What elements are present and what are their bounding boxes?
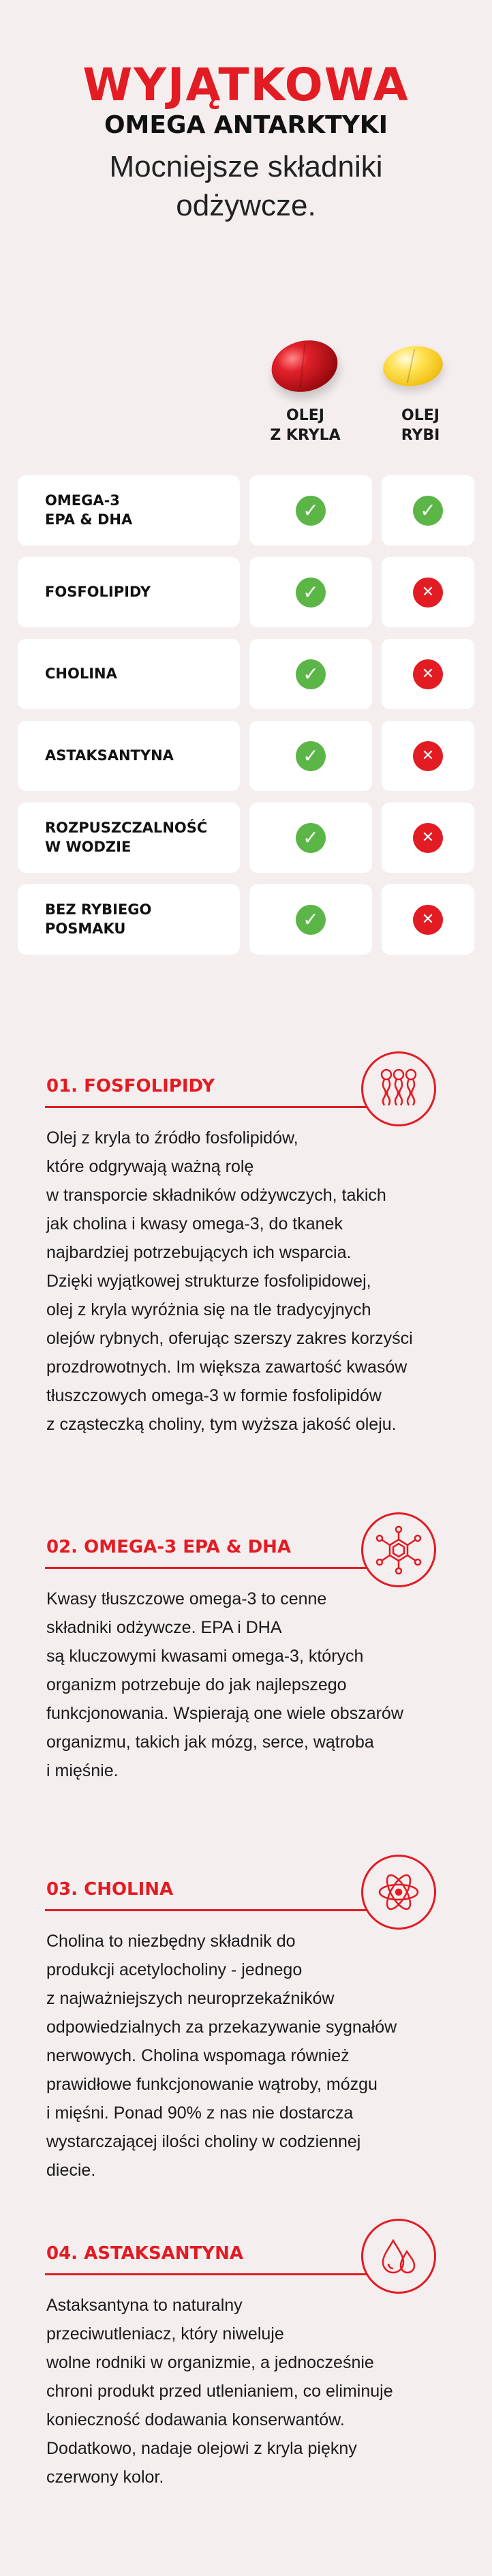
comparison-row-label: FOSFOLIPIDY: [18, 557, 240, 627]
comparison-cell-krill: [249, 803, 372, 873]
comparison-row: [18, 721, 474, 791]
section-body-line: w transporcie składników odżywczych, takich: [46, 1186, 386, 1205]
section-body: [46, 2291, 462, 2491]
comparison-row-label: ASTAKSANTYNA: [18, 721, 240, 791]
cross-icon: ✕: [413, 905, 443, 935]
section-body-line: nerwowych. Cholina wspomaga również: [46, 2046, 350, 2065]
section-body-line: wolne rodniki w organizmie, a jednocześnie: [46, 2353, 374, 2372]
section-title: 02. OMEGA-3 EPA & DHA: [46, 1537, 292, 1557]
comparison-cell-fish: [382, 884, 474, 955]
section-header: [46, 2243, 462, 2284]
section-body-line: prozdrowotnych. Im większa zawartość kwasów: [46, 1358, 408, 1377]
check-icon: ✓: [413, 496, 443, 526]
krill-capsule-image: [266, 333, 343, 399]
section-body-line: najbardziej potrzebujących ich wsparcia.: [46, 1243, 352, 1262]
comparison-cell-fish: [382, 803, 474, 873]
section-body-line: diecie.: [46, 2161, 96, 2180]
comparison-cell-krill: [249, 475, 372, 545]
comparison-cell-krill: [249, 557, 372, 627]
cross-icon: ✕: [413, 823, 443, 853]
section-body-line: odpowiedzialnych za przekazywanie sygnałów: [46, 2018, 397, 2037]
section-body-line: z cząsteczką choliny, tym wyższa jakość oleju.: [46, 1415, 397, 1434]
section-header: [46, 1537, 462, 1578]
section-body-line: jak cholina i kwasy omega-3, do tkanek: [46, 1214, 343, 1233]
header: [0, 59, 492, 225]
comparison-row: [18, 803, 474, 873]
section-body-line: Astaksantyna to naturalny: [46, 2296, 243, 2315]
comparison-cell-fish: [382, 639, 474, 709]
section-body-line: organizm potrzebuje do jak najlepszego: [46, 1675, 347, 1694]
section-body-line: konieczność dodawania konserwantów.: [46, 2410, 345, 2429]
section-body-line: olejów rybnych, oferując szerszy zakres korzyści: [46, 1329, 413, 1348]
section-body-line: Olej z kryla to źródło fosfolipidów,: [46, 1128, 298, 1148]
section-title: 03. CHOLINA: [46, 1879, 174, 1900]
cross-icon: ✕: [413, 659, 443, 689]
comparison-row: [18, 884, 474, 955]
brain-icon: [361, 1855, 436, 1930]
section-body-line: przeciwutleniacz, który niweluje: [46, 2324, 284, 2343]
section-body-line: prawidłowe funkcjonowanie wątroby, mózgu: [46, 2075, 378, 2094]
page-subtitle: OMEGA ANTARKTYKI: [104, 111, 388, 139]
comparison-row: [18, 557, 474, 627]
info-section: [46, 1879, 462, 2185]
section-body-line: które odgrywają ważną rolę: [46, 1157, 254, 1176]
check-icon: ✓: [296, 905, 326, 935]
section-body-line: olej z kryla wyróżnia się na tle tradycyjnych: [46, 1300, 371, 1319]
section-body-line: Dodatkowo, nadaje olejowi z kryla piękny: [46, 2439, 357, 2458]
comparison-cell-fish: [382, 557, 474, 627]
comparison-row-label: CHOLINA: [18, 639, 240, 709]
info-section: [46, 1537, 462, 1785]
section-divider: [45, 1909, 375, 1911]
column-header-fish: OLEJ RYBI: [401, 407, 440, 444]
section-title: 04. ASTAKSANTYNA: [46, 2243, 243, 2264]
check-icon: ✓: [296, 578, 326, 608]
phospholipid-icon: [361, 1051, 436, 1126]
section-title: 01. FOSFOLIPIDY: [46, 1076, 215, 1096]
molecule-icon: [361, 1512, 436, 1587]
section-body-line: wystarczającej ilości choliny w codziennej: [46, 2132, 361, 2151]
section-body: [46, 1585, 462, 1785]
section-body: [46, 1124, 462, 1439]
section-body-line: składniki odżywcze. EPA i DHA: [46, 1618, 282, 1637]
check-icon: ✓: [296, 659, 326, 689]
drops-icon: [361, 2219, 436, 2294]
info-section: [46, 1076, 462, 1439]
comparison-cell-krill: [249, 884, 372, 955]
section-body-line: czerwony kolor.: [46, 2468, 164, 2487]
fish-capsule-image: [380, 342, 445, 390]
section-body-line: i mięśni. Ponad 90% z nas nie dostarcza: [46, 2103, 354, 2123]
comparison-table: [18, 475, 474, 966]
comparison-row-label: OMEGA-3 EPA & DHA: [18, 475, 240, 545]
section-divider: [45, 1567, 375, 1569]
page-tagline: Mocniejsze składniki odżywcze.: [109, 149, 383, 222]
section-body-line: i mięśnie.: [46, 1761, 119, 1780]
comparison-row: [18, 475, 474, 545]
info-section: [46, 2243, 462, 2491]
section-divider: [45, 2273, 375, 2275]
column-header-krill: OLEJ Z KRYLA: [270, 407, 341, 444]
page-title: WYJĄTKOWA: [82, 59, 410, 111]
section-body-line: Kwasy tłuszczowe omega-3 to cenne: [46, 1589, 327, 1608]
comparison-cell-krill: [249, 721, 372, 791]
section-header: [46, 1076, 462, 1117]
comparison-row-label: ROZPUSZCZALNOŚĆ W WODZIE: [18, 803, 240, 873]
section-body: [46, 1927, 462, 2185]
section-body-line: z najważniejszych neuroprzekaźników: [46, 1989, 335, 2008]
section-divider: [45, 1106, 375, 1108]
section-body-line: funkcjonowania. Wspierają one wiele obszarów: [46, 1704, 403, 1723]
section-body-line: tłuszczowych omega-3 w formie fosfolipidów: [46, 1386, 382, 1405]
comparison-row: [18, 639, 474, 709]
section-body-line: Cholina to niezbędny składnik do: [46, 1932, 296, 1951]
comparison-cell-krill: [249, 639, 372, 709]
comparison-cell-fish: [382, 475, 474, 545]
section-body-line: organizmu, takich jak mózg, serce, wątroba: [46, 1733, 374, 1752]
check-icon: ✓: [296, 741, 326, 771]
cross-icon: ✕: [413, 578, 443, 608]
check-icon: ✓: [296, 496, 326, 526]
section-body-line: Dzięki wyjątkowej strukturze fosfolipidowej,: [46, 1272, 371, 1291]
section-body-line: chroni produkt przed utlenianiem, co eliminuje: [46, 2382, 393, 2401]
capsule-images: [0, 334, 492, 409]
comparison-row-label: BEZ RYBIEGO POSMAKU: [18, 884, 240, 955]
check-icon: ✓: [296, 823, 326, 853]
section-body-line: są kluczowymi kwasami omega-3, których: [46, 1647, 364, 1666]
comparison-cell-fish: [382, 721, 474, 791]
section-header: [46, 1879, 462, 1920]
cross-icon: ✕: [413, 741, 443, 771]
section-body-line: produkcji acetylocholiny - jednego: [46, 1960, 303, 1979]
